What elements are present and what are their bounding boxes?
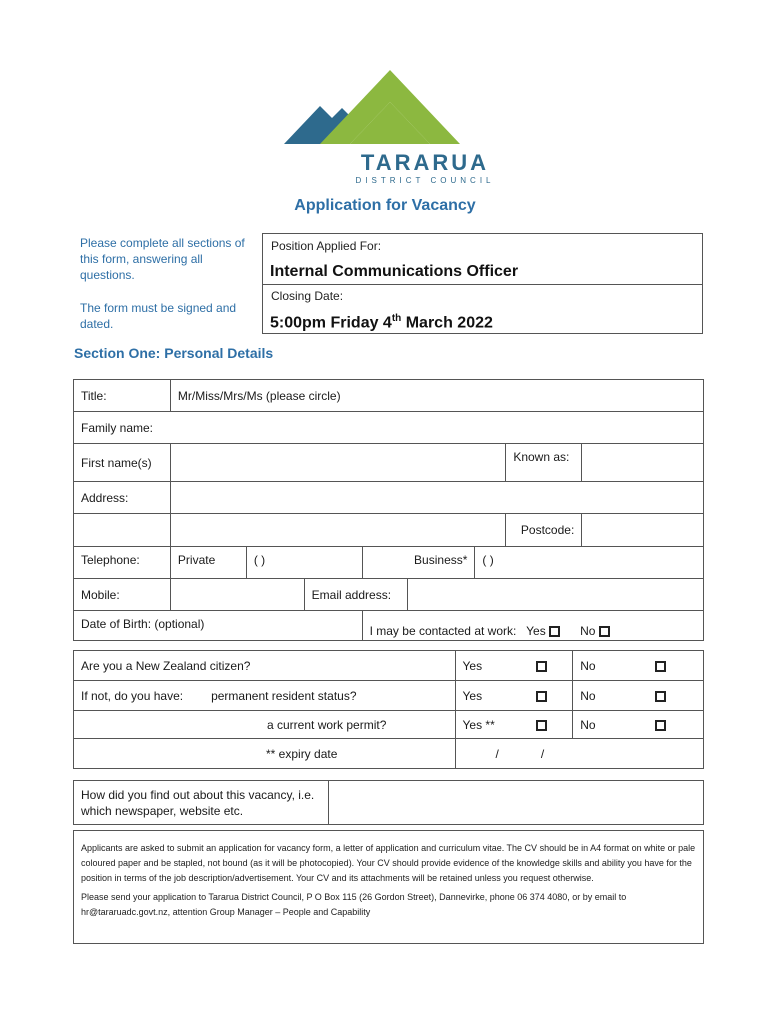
contact-at-work-cell: I may be contacted at work: Yes No <box>362 611 703 641</box>
postcode-field[interactable] <box>582 514 704 547</box>
known-as-label: Known as: <box>506 444 582 482</box>
known-as-field[interactable] <box>582 444 704 482</box>
work-permit-question: a current work permit? <box>74 711 456 739</box>
address-blank-label <box>74 514 171 547</box>
dob-field[interactable] <box>74 611 363 641</box>
expiry-date-field[interactable]: / / <box>455 739 704 769</box>
family-name-field[interactable] <box>74 412 704 444</box>
personal-details-table <box>73 379 704 641</box>
email-label: Email address: <box>304 579 407 611</box>
first-name-label: First name(s) <box>74 444 171 482</box>
citizen-yes-checkbox[interactable] <box>536 661 547 672</box>
telephone-label: Telephone: <box>74 547 171 579</box>
business-phone-field[interactable]: ( ) <box>475 547 704 579</box>
dob-label: Date of Birth: (optional) <box>81 617 205 631</box>
closing-date-label: Closing Date: <box>271 289 344 303</box>
brand-name: TARARUA <box>360 150 490 175</box>
resident-no-cell: No <box>573 681 704 711</box>
contact-at-work-label: I may be contacted at work: <box>369 624 517 638</box>
citizen-no-checkbox[interactable] <box>655 661 666 672</box>
closing-date-value: 5:00pm Friday 4th March 2022 <box>270 313 493 332</box>
vacancy-source-field[interactable] <box>328 781 703 825</box>
position-applied-label: Position Applied For: <box>271 239 382 253</box>
address-label: Address: <box>74 482 171 514</box>
vacancy-source-table <box>73 780 704 825</box>
permit-no-checkbox[interactable] <box>655 720 666 731</box>
citizenship-table <box>73 650 704 769</box>
citizen-yes-cell: Yes <box>455 651 573 681</box>
expiry-date-label: ** expiry date <box>74 739 456 769</box>
address-field-1[interactable] <box>170 482 703 514</box>
resident-yes-cell: Yes <box>455 681 573 711</box>
permit-no-cell: No <box>573 711 704 739</box>
resident-question: If not, do you have: permanent resident status? <box>74 681 456 711</box>
resident-yes-checkbox[interactable] <box>536 691 547 702</box>
address-field-2[interactable] <box>170 514 505 547</box>
brand-subtitle: DISTRICT COUNCIL <box>355 176 495 185</box>
permit-yes-cell: Yes ** <box>455 711 573 739</box>
vacancy-source-question: How did you find out about this vacancy, i.e. which newspaper, website etc. <box>74 781 329 825</box>
footer-send-note: Please send your application to Tararua District Council, P O Box 115 (26 Gordon Street), Dannevirke, phone 06 374 4080, or by email to hr@tararuadc.govt.nz, attention Group Manager – People and Capability <box>81 892 627 917</box>
family-name-label: Family name: <box>81 420 154 435</box>
signature-note: The form must be signed and dated. <box>80 301 237 331</box>
first-name-field[interactable] <box>170 444 505 482</box>
private-label: Private <box>170 547 246 579</box>
title-field[interactable]: Mr/Miss/Mrs/Ms (please circle) <box>170 380 703 412</box>
postcode-label: Postcode: <box>506 514 582 547</box>
business-label: Business* <box>362 547 475 579</box>
section-one-heading: Section One: Personal Details <box>74 345 274 361</box>
position-box <box>262 233 703 334</box>
citizen-question: Are you a New Zealand citizen? <box>74 651 456 681</box>
mobile-field[interactable] <box>170 579 304 611</box>
permit-yes-checkbox[interactable] <box>536 720 547 731</box>
footer-cv-note: Applicants are asked to submit an application for vacancy form, a letter of application and curriculum vitae. The CV should be in A4 format on white or pale coloured paper and be stapled, not bound (as it will be photocopied). Your CV should provide evidence of the knowledge skills and ability you have for the position in terms of the job description/advertisement. Your CV and its attachments will be retained unless you request otherwise. <box>81 843 696 883</box>
footer-notes <box>73 830 704 944</box>
private-phone-field[interactable]: ( ) <box>246 547 362 579</box>
contact-yes-checkbox[interactable] <box>549 626 560 637</box>
citizen-no-cell: No <box>573 651 704 681</box>
page-title: Application for Vacancy <box>294 197 476 214</box>
instruction-note: Please complete all sections of this form, answering all questions. <box>80 236 245 282</box>
contact-no-checkbox[interactable] <box>599 626 610 637</box>
resident-no-checkbox[interactable] <box>655 691 666 702</box>
email-field[interactable] <box>407 579 703 611</box>
position-applied-value: Internal Communications Officer <box>270 263 519 280</box>
title-label: Title: <box>74 380 171 412</box>
mobile-label: Mobile: <box>74 579 171 611</box>
